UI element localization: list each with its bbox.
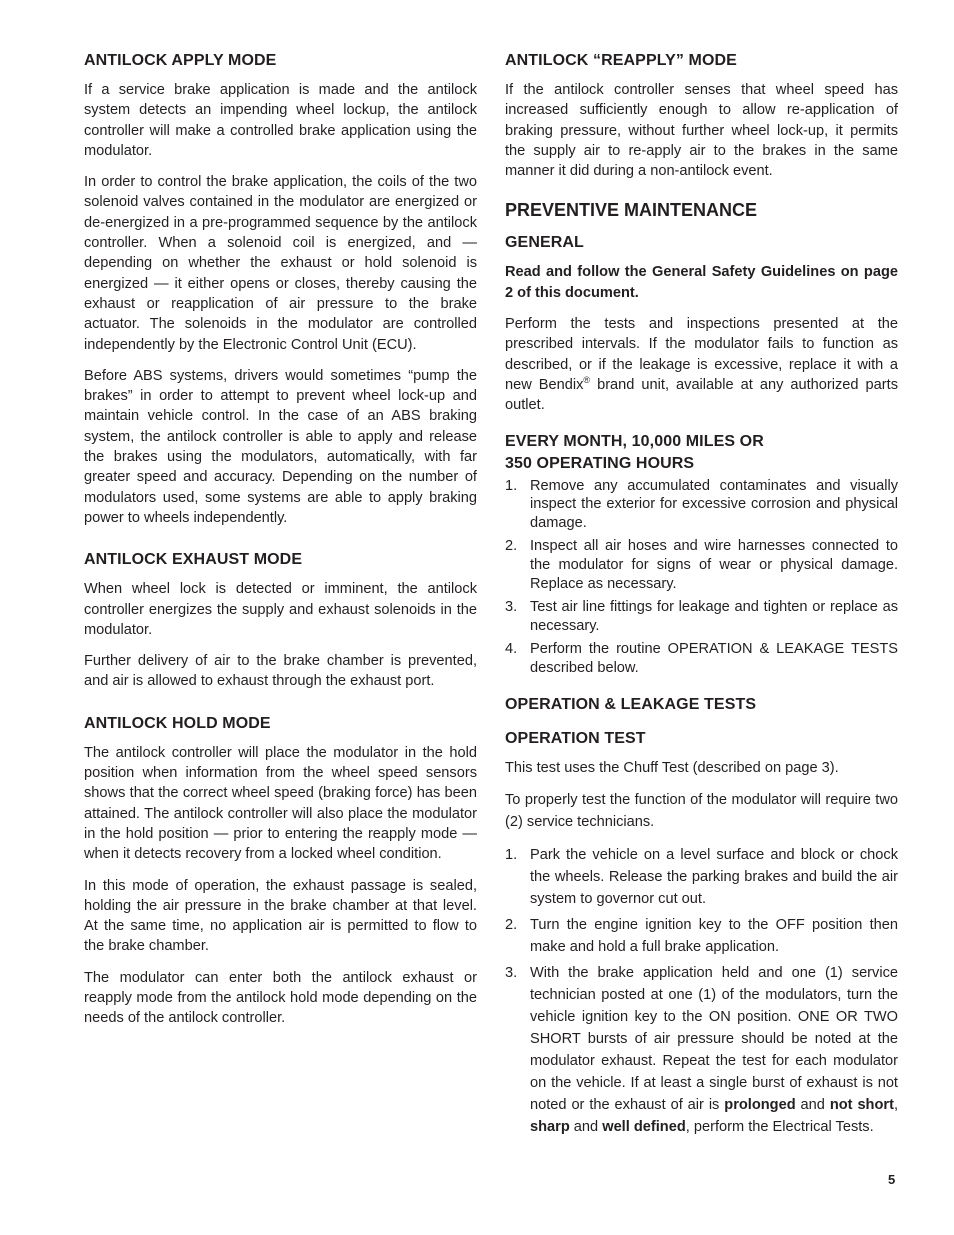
paragraph: If the antilock controller senses that wheel speed has increased sufficiently enough to allow re-application of braking pressure, without further wheel lock-up, it permits the supply air to re-apply air to the brakes in the same manner it did during a non-antilock event. bbox=[505, 82, 898, 180]
page-number: 5 bbox=[888, 1172, 896, 1187]
list-item: 4. Perform the routine OPERATION & LEAKAGE TESTS described below. bbox=[505, 641, 898, 676]
paragraph: To properly test the function of the modulator will require two (2) service technicians. bbox=[505, 791, 898, 830]
paragraph: Further delivery of air to the brake chamber is prevented, and air is allowed to exhaust through the exhaust port. bbox=[84, 653, 477, 690]
registered-mark: ® bbox=[583, 375, 591, 386]
paragraph: When wheel lock is detected or imminent, the antilock controller energizes the supply and exhaust solenoids in the modulator. bbox=[84, 581, 477, 638]
monthly-checklist bbox=[505, 477, 898, 678]
section-title-preventive-maintenance: PREVENTIVE MAINTENANCE bbox=[505, 200, 758, 221]
paragraph: The antilock controller will place the modulator in the hold position when information from the wheel speed sensors shows that the correct wheel speed (braking force) has been attained. The antilock controller will also place the modulator in the hold position — prior to entering the reapply mode — when it detects recovery from a locked wheel condition. bbox=[84, 744, 477, 863]
safety-note: Read and follow the General Safety Guidelines on page 2 of this document. bbox=[505, 264, 898, 301]
section-title-operation-test: OPERATION TEST bbox=[505, 729, 646, 747]
section-title-operation-leakage-tests: OPERATION & LEAKAGE TESTS bbox=[505, 695, 757, 713]
list-item: 2. Turn the engine ignition key to the OFF position then make and hold a full brake application. bbox=[505, 916, 898, 955]
list-item: 2. Inspect all air hoses and wire harnesses connected to the modulator for signs of wear or physical damage. Replace as necessary. bbox=[505, 538, 898, 592]
list-item: 3. Test air line fittings for leakage and tighten or replace as necessary. bbox=[505, 599, 898, 634]
section-title-every-month: EVERY MONTH, 10,000 MILES OR 350 OPERATING HOURS bbox=[505, 432, 764, 472]
section-title-antilock-reapply: ANTILOCK “REAPPLY” MODE bbox=[505, 52, 737, 69]
section-title-antilock-apply: ANTILOCK APPLY MODE bbox=[84, 52, 277, 69]
operation-test-steps bbox=[505, 844, 898, 1138]
section-title-antilock-exhaust: ANTILOCK EXHAUST MODE bbox=[84, 551, 303, 569]
paragraph: Before ABS systems, drivers would sometimes “pump the brakes” in order to attempt to prevent wheel lock-up and maintain vehicle control. In the case of an ABS braking system, the antilock controller is able to apply and release the brakes using the modulators, automatically, with far greater speed and accuracy. Depending on the number of modulators used, some systems are able to apply braking power to wheels independently. bbox=[84, 367, 477, 526]
right-column bbox=[505, 50, 898, 1152]
paragraph: Perform the tests and inspections presented at the prescribed intervals. If the modulator fails to function as described, or if the leakage is excessive, replace it with a new Bendix® brand unit, available at any authorized parts outlet. bbox=[505, 316, 898, 414]
list-item: 1. Remove any accumulated contaminates and visually inspect the exterior for excessive corrosion and physical damage. bbox=[505, 477, 898, 531]
left-column bbox=[84, 50, 477, 1040]
paragraph: In order to control the brake application, the coils of the two solenoid valves contained in the modulator are energized or de-energized in a pre-programmed sequence by the antilock controller. When a solenoid coil is energized, and — depending on whether the exhaust or hold solenoid is energized — it either opens or closes, thereby causing the exhaust or reapplication of air pressure to the brake actuator. The solenoids in the modulator are controlled independently by the Electronic Control Unit (ECU). bbox=[84, 174, 477, 353]
paragraph: The modulator can enter both the antilock exhaust or reapply mode from the antilock hold mode depending on the needs of the antilock controller. bbox=[84, 969, 477, 1027]
paragraph: In this mode of operation, the exhaust passage is sealed, holding the air pressure in the brake chamber at that level. At the same time, no application air is permitted to flow to the brake chamber. bbox=[84, 877, 477, 955]
list-item: 3. With the brake application held and one (1) service technician posted at one (1) of the modulators, turn the vehicle ignition key to the ON position. ONE OR TWO SHORT bursts of air pressure should be noted at the modulator exhaust. Repeat the test for each modulator on the vehicle. If at least a single burst of exhaust is not noted or the exhaust of air is prolonged and not short, sharp and well defined, perform the Electrical Tests. bbox=[505, 964, 898, 1135]
section-title-antilock-hold: ANTILOCK HOLD MODE bbox=[84, 714, 271, 732]
list-item: 1. Park the vehicle on a level surface and block or chock the wheels. Release the parking brakes and build the air system to governor cut out. bbox=[505, 846, 898, 907]
paragraph: If a service brake application is made and the antilock system detects an impending wheel lockup, the antilock controller will make a controlled brake application using the modulator. bbox=[84, 82, 477, 159]
paragraph: This test uses the Chuff Test (described on page 3). bbox=[505, 759, 839, 776]
section-title-general: GENERAL bbox=[505, 234, 584, 252]
